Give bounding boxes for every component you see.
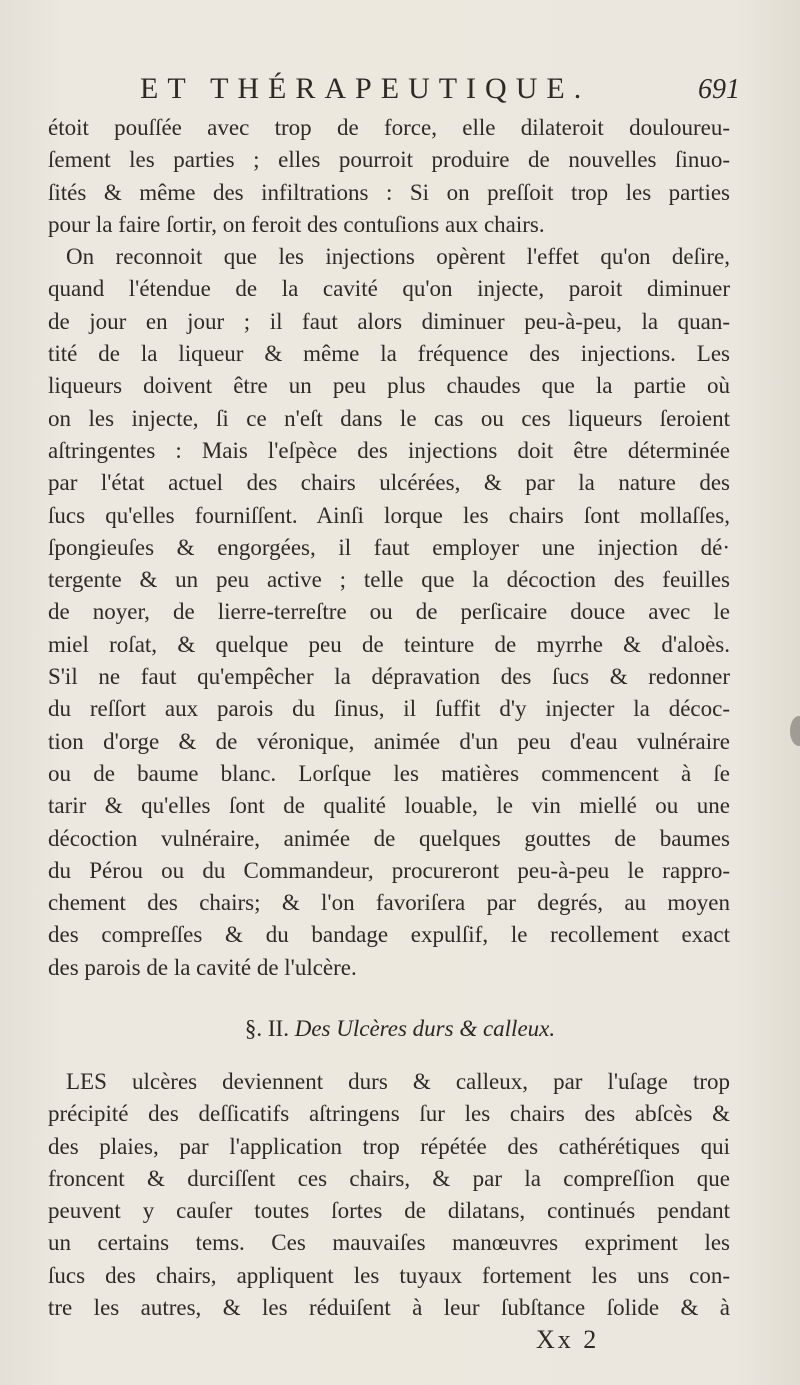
text-line: quand l'étendue de la cavité qu'on injecte, paroit diminuer — [48, 276, 730, 302]
section-number: §. II. — [244, 1016, 289, 1041]
text-line: LES ulcères deviennent durs & calleux, par l'uſage trop — [66, 1069, 730, 1094]
ink-blot — [790, 716, 800, 746]
text-line: ſement les parties ; elles pourroit produire de nouvelles ſinuo- — [48, 147, 730, 173]
text-line: froncent & durciſſent ces chairs, & par la compreſſion que — [48, 1165, 730, 1191]
text-line: ſpongieuſes & engorgées, il faut employer une injection dé· — [48, 534, 730, 560]
text-line: ſucs des chairs, appliquent les tuyaux fortement les uns con- — [48, 1262, 730, 1288]
text-line: ſités & même des infiltrations : Si on preſſoit trop les parties — [48, 179, 730, 205]
text-line: précipité des deſſicatifs aſtringens ſur les chairs des abſcès & — [48, 1101, 730, 1127]
text-line: pour la faire ſortir, on feroit des contuſions aux chairs. — [48, 211, 545, 237]
text-line: des plaies, par l'application trop répétée des cathérétiques qui — [48, 1133, 730, 1159]
text-line: tergente & un peu active ; telle que la décoction des feuilles — [48, 567, 730, 593]
text-line: de jour en jour ; il faut alors diminuer peu-à-peu, la quan- — [48, 308, 730, 334]
section-heading — [0, 1016, 800, 1042]
text-line: tarir & qu'elles ſont de qualité louable, le vin miellé ou une — [48, 793, 730, 819]
section-paragraph — [48, 1066, 730, 1324]
text-line: liqueurs doivent être un peu plus chaudes que la partie où — [48, 373, 730, 399]
page-number: 691 — [698, 74, 740, 105]
text-line: décoction vulnéraire, animée de quelques gouttes de baumes — [48, 825, 730, 851]
running-title: ET THÉRAPEUTIQUE. — [140, 72, 591, 105]
section-title: Des Ulcères durs & calleux. — [294, 1016, 556, 1041]
text-line: S'il ne faut qu'empêcher la dépravation des ſucs & redonner — [48, 664, 730, 690]
paragraph-1 — [48, 112, 730, 241]
text-line: ou de baume blanc. Lorſque les matières commencent à ſe — [48, 760, 730, 786]
text-line: peuvent y cauſer toutes ſortes de dilatans, continués pendant — [48, 1198, 730, 1224]
text-line: du Pérou ou du Commandeur, procureront peu-à-peu le rappro- — [48, 857, 730, 883]
text-line: étoit pouſſée avec trop de force, elle dilateroit douloureu- — [48, 115, 730, 140]
text-line: miel roſat, & quelque peu de teinture de myrrhe & d'aloès. — [48, 631, 730, 657]
text-line: des parois de la cavité de l'ulcère. — [48, 954, 357, 980]
text-line: on les injecte, ſi ce n'eſt dans le cas ou ces liqueurs ſeroient — [48, 405, 730, 431]
body-text — [48, 112, 730, 984]
text-line: chement des chairs; & l'on favoriſera par degrés, au moyen — [48, 890, 730, 916]
text-line: tité de la liqueur & même la fréquence des injections. Les — [48, 341, 730, 367]
text-line: un certains tems. Ces mauvaiſes manœuvres expriment les — [48, 1230, 730, 1256]
text-line: de noyer, de lierre-terreſtre ou de perſicaire douce avec le — [48, 599, 730, 625]
text-line: tion d'orge & de véronique, animée d'un peu d'eau vulnéraire — [48, 728, 730, 754]
text-line: par l'état actuel des chairs ulcérées, & par la nature des — [48, 470, 730, 496]
text-line: ſucs qu'elles fourniſſent. Ainſi lorque les chairs ſont mollaſſes, — [48, 502, 730, 528]
page-header — [140, 72, 740, 112]
text-line: des compreſſes & du bandage expulſif, le recollement exact — [48, 922, 730, 948]
text-line: tre les autres, & les réduiſent à leur ſubſtance ſolide & à — [48, 1295, 730, 1321]
paragraph-2 — [30, 241, 730, 984]
text-line: On reconnoit que les injections opèrent l'effet qu'on deſire, — [66, 244, 730, 270]
text-line: du reſſort aux parois du ſinus, il ſuffit d'y injecter la décoc- — [48, 696, 730, 722]
signature-mark: Xx 2 — [536, 1325, 600, 1354]
text-line: aſtringentes : Mais l'eſpèce des injections doit être déterminée — [48, 437, 730, 463]
